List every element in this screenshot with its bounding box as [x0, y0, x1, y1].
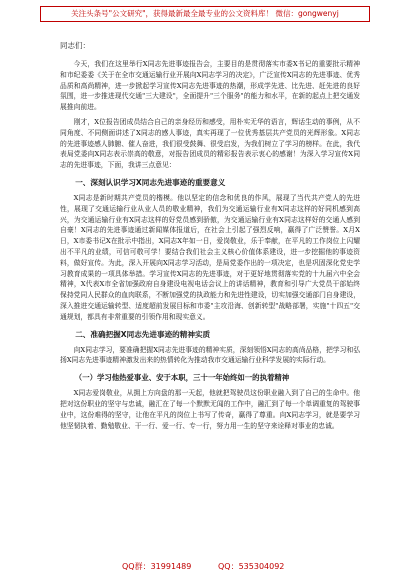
header-banner: 关注头条号"公文研究"，获得最新最全最专业的公文资料库！ 微信：gongwenyj	[40, 6, 370, 22]
body-paragraph: X同志爱岗敬业，从拥上方向盘的那一天起，他就把驾驶员这份职业融入到了自己的生命中。他把对这份职业的坚守与忠诚，融汇在了每一个默默无闻的工作中，融汇到了每一个单调重复的驾驶事业中，这份难得的坚守，让他在平凡的岗位上书写了传奇，赢得了尊重。向X同志学习，就是要学习他坚韧执着、勤勉敬业、干一行、爱一行、专一行，努力用一生的坚守来诠释对事业的忠诚。	[60, 389, 360, 430]
body-paragraph: 向X同志学习，要准确把握X同志先进事迹的精神实质，深刻领悟X同志的高尚品格，把学习和弘扬X同志先进事迹精神激发出来的热情转化为推动我市交通运输行业科学发展的实际行动。	[60, 345, 360, 365]
qq-group-number: QQ群：31991489	[122, 562, 192, 571]
body-paragraph: X同志是新时期共产党员的楷模。他以坚定的信念和优良的作风，展现了当代共产党人的先进性，展现了交通运输行业从业人员的敬业精神，我们为交通运输行业有X同志这样的好同机感到高兴，为交通运输行业有X同志这样的好党员感到骄傲，为交通运输行业有X同志这样好的交通人感到自豪！X同志的先进事迹通过新闻媒体报道后，在社会上引起了强烈反响，赢得了广泛赞誉。X月X日，X市委书记X在批示中指出，X同志X年如一日，爱岗敬业，乐于奉献，在平凡的工作岗位上闪耀出不平凡的业绩，可信可敬可学！要结合我们社会主义核心价值体系建设，进一步挖掘他的事迹资料，做好宣传。为此，深入开展向X同志学习活动，是局党委作出的一项决定，也是巩固深化党史学习教育成果的一项具体举措。学习宣传X同志的先进事迹，对于更好地贯彻落实党的十九届六中全会精神，X代表X市全省加强政府自身建设电视电话会议上的讲话精神，教育和引导广大党员干部始终保持党同人民群众的血肉联系，不断加强党的执政能力和先进性建设，切实加强交通部门自身建设，深入推进交通运输转型、适度超前发展目标和市委"主攻沿海、创新转型"战略部署，实施"十四五"交通规划，都具有非常重要的引领作用和现实意义。	[60, 193, 360, 321]
section-heading: 一、深刻认识学习X同志先进事迹的重要意义	[75, 177, 226, 187]
salutation: 同志们：	[60, 41, 90, 50]
intro-paragraph: 今天，我们在这里举行X同志先进事迹报告会，主要目的是贯彻落实市委X书记的重要批示精神和市纪委委《关于在全市交通运输行业开展向X同志学习的决定》，广泛宣传X同志的先进事迹、优秀品质和高尚精神，进一步掀起学习宣传X同志先进事迹的热潮，形成学先进、比先进、赶先进的良好氛围，进一步推进现代交通"三大建设"，全面提升"三个服务"的能力和水平，在新的起点上把交通发展推向前进。	[60, 60, 360, 112]
document-body	[60, 28, 360, 435]
intro-paragraph: 刚才，X位报告团成员结合自己的亲身经历和感受，用朴实无华的语言，辉话生动的事例，从不同角度、不同侧面讲述了X同志的感人事迹，真实再现了一位优秀基层共产党员的光辉形象。X同志的先进事迹感人肺腑、催人奋进，我们很受鼓舞、很受启发，为我们树立了学习的榜样。在此，我代表局党委向X同志表示崇高的敬意，对报告团成员的精彩报告表示衷心的感谢！为深入学习宣传X同志的先进事迹，下面，我讲三点意见：	[60, 117, 360, 170]
subsection-heading: （一）学习他热爱事业、安于本职，三十一年始终如一的执着精神	[74, 373, 290, 383]
qq-number: QQ：535304092	[218, 562, 285, 571]
footer-contact	[0, 560, 408, 574]
section-heading: 二、准确把握X同志先进事迹的精神实质	[75, 329, 211, 339]
